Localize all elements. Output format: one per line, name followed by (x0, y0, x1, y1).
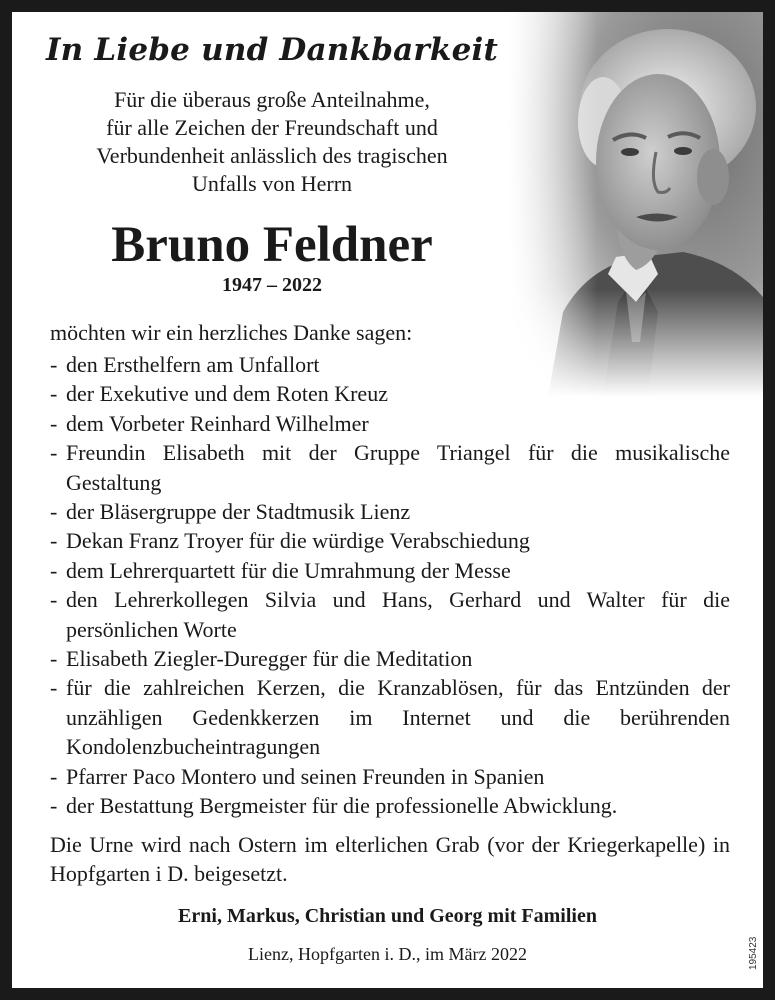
dash-marker: - (50, 440, 58, 466)
list-item-text: den Ersthelfern am Unfallort (66, 352, 320, 377)
dash-marker: - (50, 557, 58, 583)
family-signature: Erni, Markus, Christian und Georg mit Familien (178, 905, 597, 927)
intro-line: Für die überaus große Anteilnahme, (114, 87, 430, 112)
list-item-text: dem Lehrerquartett für die Umrahmung der Messe (66, 557, 511, 583)
list-item-text: dem Vorbeter Reinhard Wilhelmer (66, 410, 369, 436)
dash-marker: - (50, 646, 58, 672)
obituary-notice (12, 12, 763, 988)
dash-marker: - (50, 381, 58, 407)
place-date: Lienz, Hopfgarten i. D., im März 2022 (248, 944, 527, 964)
thanks-list (50, 350, 730, 821)
list-item (50, 762, 730, 791)
list-item (50, 526, 730, 555)
thanks-intro: möchten wir ein herzliches Danke sagen: (50, 320, 413, 345)
burial-note: Die Urne wird nach Ostern im elterlichen Grab (vor der Kriegerkapelle) in Hopfgarten i D. beigesetzt. (50, 832, 730, 886)
intro-text (12, 86, 532, 198)
list-item (50, 497, 730, 526)
list-item-text: den Lehrerkollegen Silvia und Hans, Gerhard und Walter für die persönlichen Worte (66, 587, 730, 642)
intro-line: für alle Zeichen der Freundschaft und (106, 115, 438, 140)
dash-marker: - (50, 793, 58, 819)
list-item (50, 556, 730, 585)
life-years: 1947 – 2022 (222, 274, 322, 296)
dash-marker: - (50, 587, 58, 613)
list-item (50, 644, 730, 673)
list-item (50, 585, 730, 644)
list-item-text: Pfarrer Paco Montero und seinen Freunden in Spanien (66, 763, 545, 789)
intro-line: Unfalls von Herrn (191, 171, 353, 196)
list-item (50, 379, 730, 408)
dash-marker: - (50, 675, 58, 701)
list-item-text: der Bläsergruppe der Stadtmusik Lienz (66, 499, 411, 525)
deceased-name: Bruno Feldner (111, 217, 433, 273)
dash-marker: - (50, 410, 58, 436)
dash-marker: - (50, 352, 58, 377)
list-item-text: der Exekutive und dem Roten Kreuz (66, 381, 388, 407)
list-item (50, 409, 730, 438)
list-item (50, 350, 730, 379)
list-item (50, 791, 730, 820)
list-item-text: Elisabeth Ziegler-Duregger für die Meditation (66, 646, 473, 672)
list-item (50, 438, 730, 497)
list-item-text: für die zahlreichen Kerzen, die Kranzablösen, für das Entzünden der unzähligen Gedenkkerzen im Internet und die berührenden Kondolenzbucheintragungen (66, 675, 730, 760)
notice-heading: In Liebe und Dankbarkeit (45, 32, 499, 68)
list-item (50, 673, 730, 761)
dash-marker: - (50, 499, 58, 525)
dash-marker: - (50, 528, 58, 554)
intro-line: Verbundenheit anlässlich des tragischen (96, 143, 448, 168)
list-item-text: Dekan Franz Troyer für die würdige Verabschiedung (66, 528, 530, 554)
list-item-text: der Bestattung Bergmeister für die professionelle Abwicklung. (66, 793, 618, 819)
reference-number: 195423 (748, 936, 759, 970)
list-item-text: Freundin Elisabeth mit der Gruppe Triangel für die musikalische Gestaltung (66, 440, 730, 495)
dash-marker: - (50, 763, 58, 789)
portrait-photo (508, 12, 763, 397)
